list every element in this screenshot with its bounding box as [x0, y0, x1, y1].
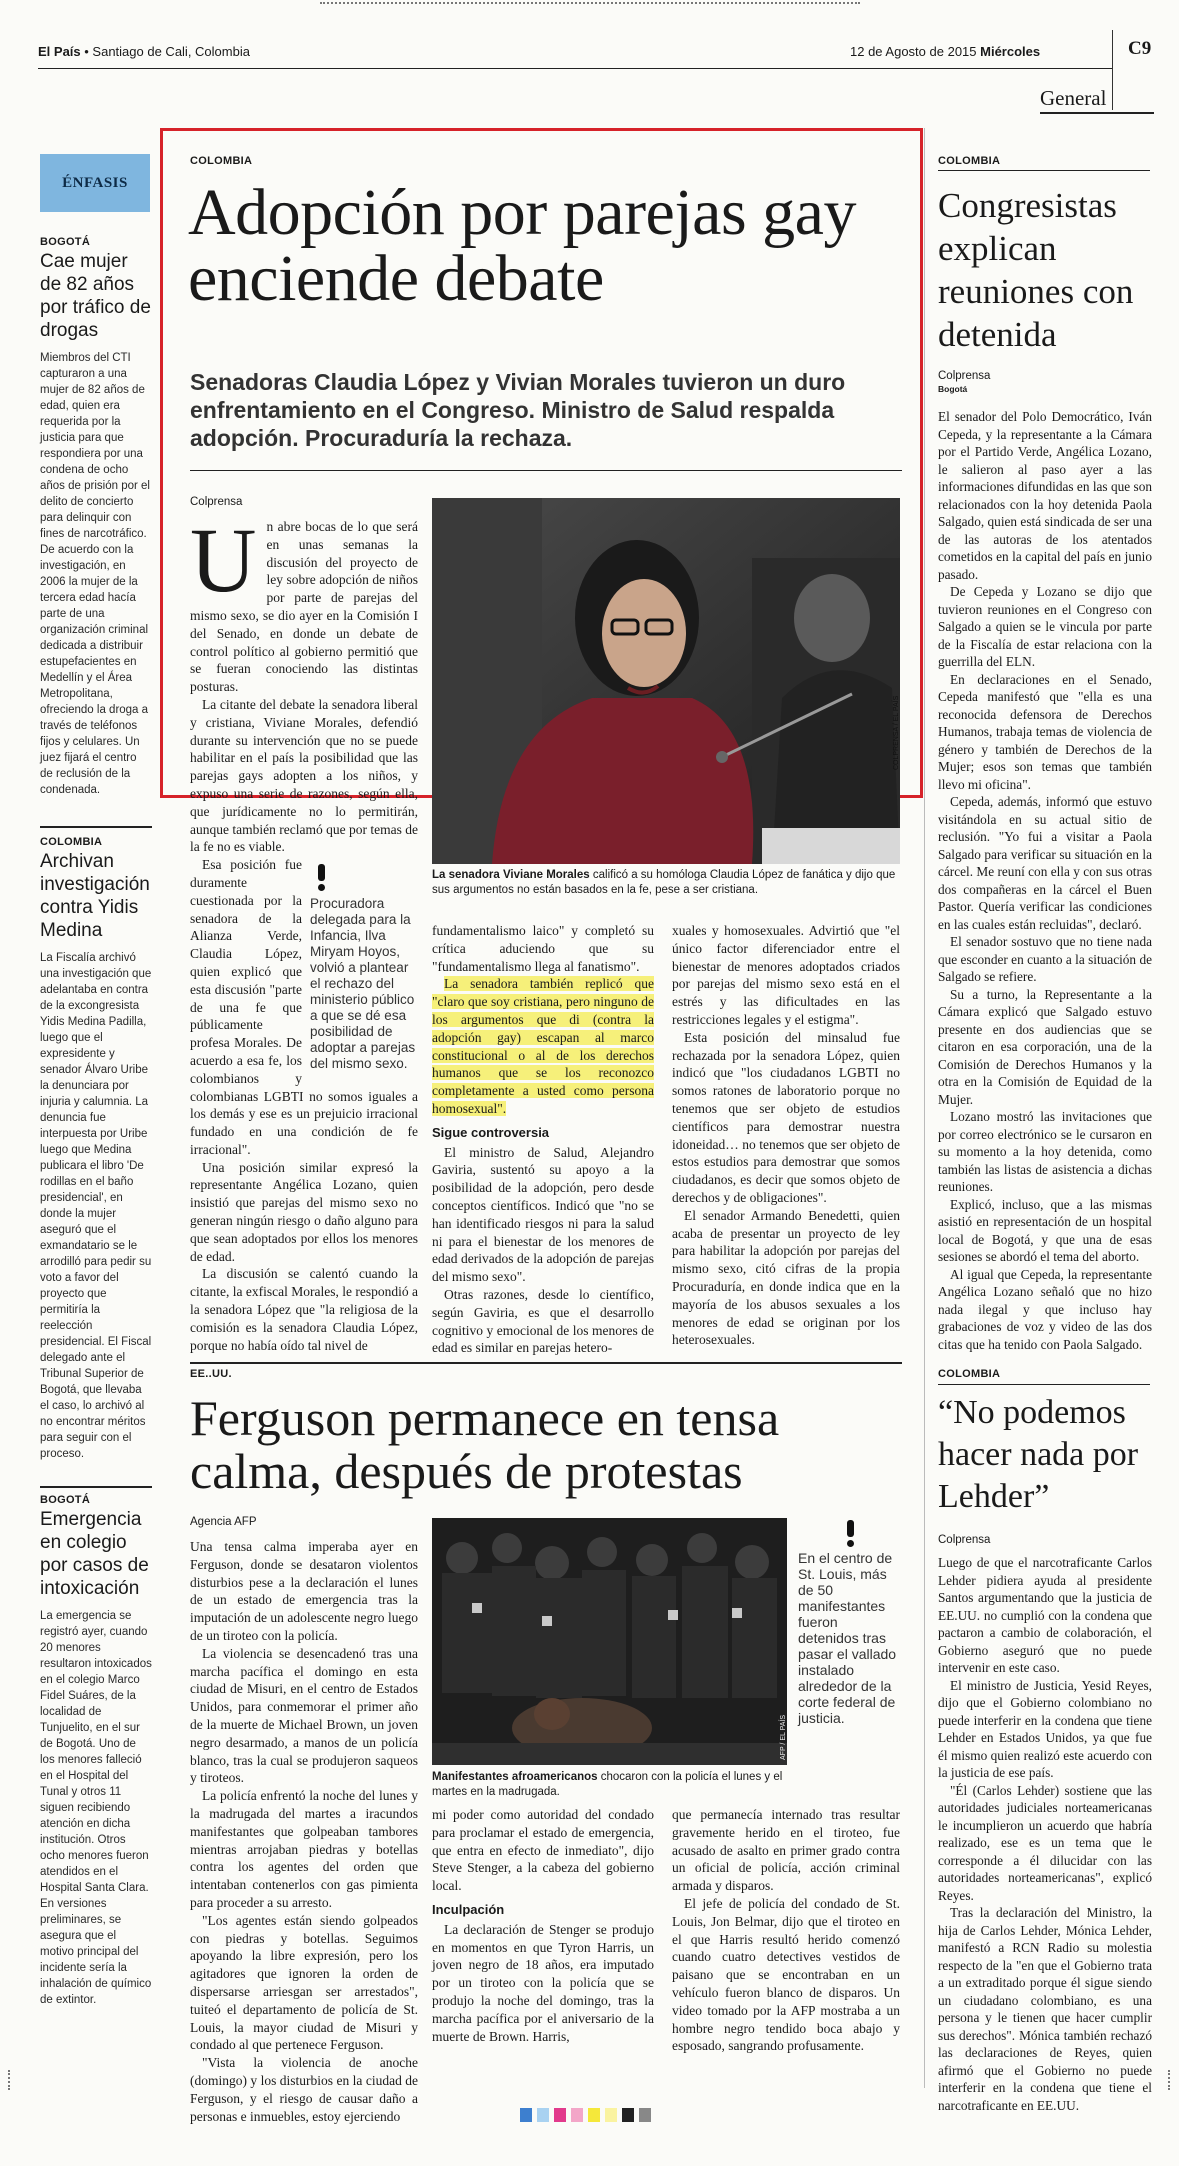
- header-divider: [1112, 30, 1113, 110]
- pull-quote: [310, 862, 418, 1072]
- enfasis-label: ÉNFASIS: [62, 174, 128, 191]
- byline-place: Bogotá: [938, 384, 968, 394]
- enfasis-item-3: [40, 1494, 152, 2008]
- article-paragraph: La declaración de Stenger se produjo en momentos en que Tyron Harris, un joven negro de 18 años, era imputado por un tiroteo con la policía que se produjo la noche del domingo, tras la marcha pacífica por el aniversario de la muerte de Brown. Harris,: [432, 1921, 654, 2044]
- article-paragraph: La discusión se calentó cuando la citante, la exfiscal Morales, le respondió a la senadora López que "la religiosa de la comisión es la senadora Claudia López, porque no había oído tal nivel de: [190, 1266, 418, 1353]
- main-byline: Colprensa: [190, 496, 243, 508]
- ferguson-photo-credit: AFP / EL PAÍS: [780, 1714, 787, 1760]
- article-paragraph: Una tensa calma imperaba ayer en Ferguson, donde se desataron violentos disturbios pese a la declaración el lunes de un estado de emergencia tras la imputación de un adolescente negro luego de un tiroteo con la policía.: [190, 1539, 418, 1643]
- article-paragraph: El senador del Polo Democrático, Iván Cepeda, y la representante a la Cámara por el Partido Verde, Angélica Lozano, le salieron al paso ayer a las informaciones difundidas en las que son relacionados con la hoy detenida Paola Salgado, quien está sindicada de ser una de las autoras de los atentados cometidos en la capital del país en junio pasado.: [938, 409, 1152, 582]
- enfasis-item-2: [40, 836, 152, 1462]
- ferguson-photo-caption: [432, 1770, 787, 1800]
- main-photo: [432, 498, 900, 864]
- highlighted-quote: La senadora también replicó que "claro que soy cristiana, pero ninguno de los argumentos que di (contra la adopción gay) escapan al marco constitucional o al de los derechos humanos que se los reconozco completamente a usted como persona homosexual".: [432, 976, 654, 1116]
- caption-bold: Manifestantes afroamericanos: [432, 1771, 598, 1783]
- article-paragraph: Esta posición del minsalud fue rechazada por la senadora López, quien indicó que "los ciudadanos LGBTI no somos ratones de laboratorio porque no tenemos que ser objeto de estudios científicos para demostrar nuestra idoneidad… no tenemos que ser objeto de estos estudios para demostrar que somos ciudadanos, es decir que somos objeto de derechos y de obligaciones".: [672, 1029, 900, 1205]
- enfasis-headline: Cae mujer de 82 años por tráfico de drogas: [40, 251, 151, 341]
- crop-mark-right: [1168, 2070, 1172, 2090]
- article-paragraph: mi poder como autoridad del condado para proclamar el estado de emergencia, que entra en efecto de inmediato", dijo Steve Stenger, a la cabeza del gobierno local.: [432, 1807, 654, 1894]
- right-bottom-headline: “No podemos hacer nada por Lehder”: [938, 1394, 1139, 1515]
- senator-photo-illustration: [432, 498, 900, 864]
- page-number: C9: [1128, 38, 1152, 59]
- pull-quote-text: En el centro de St. Louis, más de 50 manifestantes fueron detenidos tras pasar el vallado instalado alrededor de la corte federal de justicia.: [798, 1550, 897, 1726]
- weekday-text: Miércoles: [980, 44, 1041, 59]
- main-column-2: [432, 922, 654, 1357]
- paper-location: Santiago de Cali, Colombia: [92, 44, 250, 59]
- article-paragraph: El senador Armando Benedetti, quien acaba de presentar un proyecto de ley para habilitar la adopción por parejas del mismo sexo, citó cifras de la propia Procuraduría, en donde indica que en la mayoría de los abusos sexuales a los menores de edad se originan por los heterosexuales.: [672, 1207, 900, 1348]
- color-registration-bar: [520, 2108, 651, 2122]
- caption-bold: La senadora Viviane Morales: [432, 869, 590, 881]
- issue-date: [850, 44, 1040, 59]
- date-text: 12 de Agosto de 2015: [850, 44, 977, 59]
- article-paragraph: fundamentalismo laico" y completó su crítica aduciendo que su "fundamentalismo llega al fanatismo".: [432, 923, 654, 974]
- ferguson-headline: Ferguson permanece en tensa calma, después de protestas: [190, 1390, 780, 1499]
- enfasis-headline: Archivan investigación contra Yidis Medina: [40, 851, 150, 941]
- ferguson-pull-quote: [798, 1518, 902, 1726]
- enfasis-body: Miembros del CTI capturaron a una mujer de 82 años de edad, quien era requerida por la justicia para que respondiera por una condena de ocho años de prisión por el delito de concierto para delinquir con fines de narcotráfico. De acuerdo con la investigación, en 2006 la mujer de la tercera edad hacía parte de una organización criminal dedicada a distribuir estupefacientes en Medellín y el Área Metropolitana, ofreciendo la droga a través de teléfonos fijos y celulares. Un juez fijará el centro de reclusión de la condenada.: [40, 352, 150, 796]
- article-paragraph: que permanecía internado tras resultar gravemente herido en el tiroteo, fue acusado de asalto en primer grado contra un oficial de policía, acción criminal armada y disparos.: [672, 1807, 900, 1894]
- masthead-info: El País • Santiago de Cali, Colombia: [38, 44, 250, 59]
- enfasis-divider: [40, 826, 152, 828]
- subheading: Inculpación: [432, 1901, 505, 1917]
- protest-photo-illustration: [432, 1518, 787, 1765]
- pull-quote-text: Procuradora delegada para la Infancia, Ilva Miryam Hoyos, volvió a plantear el rechazo del ministerio público a que se dé esa posibilidad de adoptar a parejas del mismo sexo.: [310, 896, 416, 1072]
- exclamation-icon: [839, 1518, 861, 1548]
- ferguson-photo: [432, 1518, 787, 1765]
- section-rule: [1040, 112, 1154, 114]
- lead-text: n abre bocas de lo que será en unas semanas la discusión del proyecto de ley sobre adopción de niños por parte de parejas del mismo sexo, se dio ayer en la Comisión I del Senado, en donde un debate de control político al gobierno permitió que se fueran conociendo las distintas posturas.: [190, 519, 418, 695]
- drop-cap: U: [190, 518, 257, 611]
- article-paragraph: xuales y homosexuales. Advirtió que "el único factor diferenciador entre el bienestar de menores adoptados criados por parejas del mismo sexo está en el estrés y las dificultades en las restricciones legales y el estigma".: [672, 923, 900, 1027]
- main-column-1: [190, 518, 418, 1354]
- column-divider: [924, 128, 925, 2088]
- article-paragraph: El ministro de Justicia, Yesid Reyes, dijo que el Gobierno colombiano no puede interferir en la condena que tiene Lehder en Estados Unidos, ya que fue él mismo quien realizó este acuerdo con la justicia de ese país.: [938, 1677, 1152, 1780]
- article-paragraph: "Vista la violencia de anoche (domingo) y los disturbios en la ciudad de Ferguson, y el riesgo de causar daño a personas e inmuebles, estoy ejerciendo: [190, 2055, 418, 2124]
- paper-name: El País: [38, 44, 81, 59]
- main-column-3: [672, 922, 900, 1349]
- kicker-rule: [938, 170, 1150, 171]
- header-rule: [38, 68, 1112, 69]
- article-paragraph: "Él (Carlos Lehder) sostiene que las autoridades judiciales norteamericanas le incumplieron un acuerdo que habría realizado, ese es un tema que le corresponde a él dilucidar con las autoridades norteamericanas", explicó Reyes.: [938, 1782, 1152, 1903]
- article-paragraph: Una posición similar expresó la representante Angélica Lozano, quien insistió que parejas del mismo sexo no generan ningún riesgo o daño alguno para que sean adoptados por ellos los menores de edad.: [190, 1159, 418, 1264]
- caption-text: calificó a su homóloga Claudia López de fanática y dijo que sus argumentos no están basados en la fe, pese a ser cristiana.: [432, 869, 896, 896]
- main-kicker: COLOMBIA: [190, 155, 253, 167]
- article-paragraph: El jefe de policía del condado de St. Louis, Jon Belmar, dijo que el tiroteo en el que Harris resultó herido comenzó cuando cuatro detectives vestidos de paisano que se encontraban en un vehículo fueron blanco de disparos. Un video tomado por la AFP mostraba a un hombre negro tendido boca abajo y esposado, sangrando profusamente.: [672, 1895, 900, 2054]
- right-top-body: [938, 408, 1152, 1353]
- enfasis-item-1: [40, 236, 152, 798]
- right-top-byline: [938, 370, 990, 396]
- ferguson-byline: Agencia AFP: [190, 1516, 257, 1528]
- right-bottom-byline: Colprensa: [938, 1534, 991, 1546]
- crop-mark-left: [8, 2070, 12, 2090]
- enfasis-kicker: BOGOTÁ: [40, 236, 91, 248]
- crop-mark-top: [320, 2, 860, 6]
- article-paragraph: De Cepeda y Lozano se dijo que tuvieron reuniones en el Congreso con Salgado a quien se le vincula por parte de la Fiscalía de estar relaciona con la guerrilla del ELN.: [938, 584, 1152, 669]
- right-top-headline: Congresistas explican reuniones con detenida: [938, 186, 1134, 354]
- exclamation-icon: [310, 862, 332, 892]
- enfasis-divider: [40, 1486, 152, 1488]
- ferguson-column-2: [432, 1806, 654, 2045]
- caption-text: chocaron con la policía el lunes y el martes en la madrugada.: [432, 1771, 783, 1798]
- article-paragraph: Luego de que el narcotraficante Carlos Lehder pidiera ayuda al presidente Santos argumentando que la justicia de EE.UU. no cumplió con la condena que pactaron a cambio de colaboración, el Gobierno aseguró que no puede intervenir en este caso.: [938, 1555, 1152, 1675]
- ferguson-column-3: [672, 1806, 900, 2055]
- section-top-rule: [190, 1362, 902, 1364]
- main-photo-caption: [432, 868, 900, 898]
- article-paragraph: Al igual que Cepeda, la representante Angélica Lozano señaló que no hizo nada ilegal y que incluso hay grabaciones de voz y video de las dos citas que ha tenido con Paola Salgado.: [938, 1266, 1152, 1352]
- right-bottom-body: [938, 1554, 1152, 2114]
- enfasis-body: La Fiscalía archivó una investigación que adelantaba en contra de la excongresista Yidis Medina Padilla, luego que el expresidente y senador Álvaro Uribe la denunciara por injuria y calumnia. La denuncia fue interpuesta por Uribe luego que Medina publicara el libro 'De rodillas en el baño presidencial', en donde la mujer aseguró que el exmandatario se le arrodilló para pedir su voto a favor del proyecto que permitiría la reelección presidencial. El Fiscal delegado ante el Tribunal Superior de Bogotá, que llevaba el caso, lo archivó al no encontrar méritos para seguir con el proceso.: [40, 952, 152, 1460]
- article-paragraph: Lozano mostró las invitaciones que por correo electrónico se le cursaron en su momento a la hoy detenida, como también las listas de asistencia a dichas reuniones.: [938, 1109, 1152, 1194]
- article-paragraph: La policía enfrentó la noche del lunes y la madrugada del martes a iracundos manifestantes que golpeaban tambores mientras arrojaban piedras y botellas contra los agentes del orden que intentaban contenerlos con gas pimienta para proceder a su arresto.: [190, 1788, 418, 1910]
- photo-credit: COLPRENSA / EL PAÍS: [893, 695, 900, 770]
- article-paragraph: El ministro de Salud, Alejandro Gaviria, sustentó su apoyo a la posibilidad de la adopción, pero desde conceptos científicos. Indicó que "no se han identificado riesgos ni para la salud ni para el bienestar de los menores de edad derivados de la adopción de parejas del mismo sexo".: [432, 1144, 654, 1285]
- kicker-rule: [938, 1384, 1150, 1385]
- article-paragraph: Cepeda, además, informó que estuvo visitándola en su actual sitio de reclusión. "Yo fui a visitar a Paola Salgado para verificar su situación en la cárcel. Me reuní con ella y con sus otras dos compañeras en la cárcel el Buen Pastor. Quería verificar las condiciones en las cuales están recluidas", declaró.: [938, 794, 1152, 932]
- article-paragraph: Explicó, incluso, que a las mismas asistió en representación de un hospital local de Bogotá, y que una de esas sesiones se abordó el tema del aborto.: [938, 1196, 1152, 1264]
- ferguson-column-1: [190, 1538, 418, 2125]
- main-headline: Adopción por parejas gay enciende debate: [188, 176, 856, 315]
- subheading: Sigue controversia: [432, 1124, 550, 1140]
- section-label: General: [1040, 86, 1107, 110]
- enfasis-kicker: COLOMBIA: [40, 836, 103, 848]
- enfasis-headline: Emergencia en colegio por casos de intoxicación: [40, 1509, 149, 1599]
- deck-rule: [190, 470, 902, 471]
- article-paragraph: Esa posición fue duramente cuestionada por la senadora de la Alianza Verde, Claudia López, quien explicó que esta discusión "parte de una fe que públicamente profesa Morales. De acuerdo a esa fe, los colombianos y colombianas LGBTI no somos iguales a los demás y ese es un prejuicio irracional fundado en una condición de fe irracional".: [190, 857, 418, 1157]
- right-bottom-kicker: COLOMBIA: [938, 1368, 1001, 1380]
- article-paragraph: Otras razones, desde lo científico, según Gaviria, es que el desarrollo cognitivo y emocional de los menores de edad es similar en parejas hetero-: [432, 1286, 654, 1356]
- enfasis-kicker: BOGOTÁ: [40, 1494, 91, 1506]
- byline-agency: Colprensa: [938, 370, 991, 382]
- article-paragraph: Tras la declaración del Ministro, la hija de Carlos Lehder, Mónica Lehder, manifestó a RCN Radio su molestia respecto de la "en que el Gobierno trata a un extraditado porque él sigue siendo un ciudadano colombiano, es una persona y le tienen que hacer cumplir sus derechos". Mónica también rechazó las declaraciones de Reyes, quien afirmó que el Gobierno no puede interferir en la condena que tiene el narcotraficante en EE.UU.: [938, 1905, 1152, 2113]
- enfasis-box: [40, 154, 150, 212]
- article-paragraph: Su a turno, la Representante a la Cámara explicó que Salgado estuvo presente en dos audiencias que se citaron en esa corporación, una de la Comisión de Derechos Humanos y la otra en la Comisión de Equidad de la Mujer.: [938, 986, 1152, 1107]
- article-paragraph: La violencia se desencadenó tras una marcha pacífica el domingo en esta ciudad de Misuri, en el centro de Estados Unidos, para conmemorar el primer año de la muerte de Michael Brown, un joven negro desarmado, a manos de un policía blanco, tras la cual se produjeron saqueos y tiroteos.: [190, 1645, 418, 1786]
- article-paragraph: En declaraciones en el Senado, Cepeda manifestó que "ella es una reconocida defensora de Derechos Humanos, trabaja temas de violencia de género y también de Derechos de la Mujer; esos son temas que también llevo mi oficina".: [938, 671, 1152, 792]
- article-paragraph: La citante del debate la senadora liberal y cristiana, Viviane Morales, defendió durante su intervención que no se puede habilitar en el país la posibilidad que las parejas gays adopten a los niños, y expuso una serie de razones, según ella, que jurídicamente no lo permitirán, aunque también reclamó que por temas de la fe no es viable.: [190, 696, 418, 855]
- article-paragraph: El senador sostuvo que no tiene nada que esconder en cuanto a la situación de Salgado se refiere.: [938, 934, 1152, 984]
- main-deck: Senadoras Claudia López y Vivian Morales tuvieron un duro enfrentamiento en el Congreso. Ministro de Salud respalda adopción. Procuraduría la rechaza.: [190, 369, 846, 451]
- ferguson-kicker: EE..UU.: [190, 1368, 232, 1380]
- article-paragraph: "Los agentes están siendo golpeados con piedras y botellas. Seguimos apoyando la libre expresión, pero los agitadores que ignoren la orden de dispersarse arriesgan ser arrestados", tuiteó el departamento de policía de St. Louis, la mayor ciudad de Misuri y condado al que pertenece Ferguson.: [190, 1912, 418, 2053]
- right-top-kicker: COLOMBIA: [938, 155, 1001, 167]
- enfasis-body: La emergencia se registró ayer, cuando 20 menores resultaron intoxicados en el colegio Marco Fidel Suáres, de la localidad de Tunjuelito, en el sur de Bogotá. Uno de los menores falleció en el Hospital del Tunal y otros 11 siguen recibiendo atención en dicha institución. Otros ocho menores fueron atendidos en el Hospital Santa Clara. En versiones preliminares, se asegura que el motivo principal del incidente sería la inhalación de químico de extintor.: [40, 1610, 152, 2006]
